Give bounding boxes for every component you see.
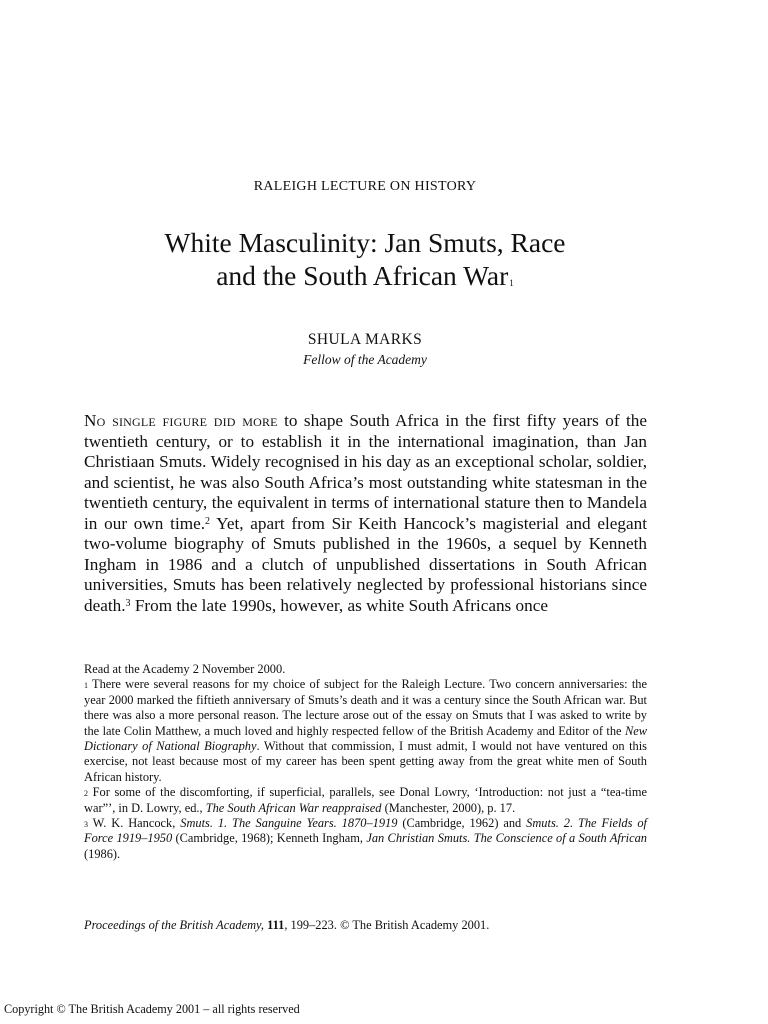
author-name: SHULA MARKS: [307, 331, 423, 348]
footnote-ref-3: 3: [125, 597, 131, 609]
footnote-1-mark: 1: [84, 681, 88, 691]
body-text-b: Yet, apart from Sir Keith Hancock’s magisterial and elegant two-volume biography of Smuts published in the 1960s, a sequel by Kenneth Ingham in 1986 and a clutch of unpublished dissertations in South African universities, Smuts has been relatively neglected by professional historians since death.: [84, 513, 647, 615]
footnote-1-text-b: . Without that commission, I must admit, I would not have ventured on this exercise, not least because most of my career has been spent getting away from the great white men of South African history.: [84, 739, 647, 784]
copyright-footer: Copyright © The British Academy 2001 – all rights reserved: [4, 1002, 300, 1016]
footnote-2: [84, 785, 647, 816]
footnote-ref-2: 2: [205, 515, 211, 527]
footnote-3-text-a: W. K. Hancock,: [88, 816, 181, 831]
footnote-3-italic-b: Smuts. 2. The Fields of Force 1919–1950: [84, 816, 647, 846]
footnote-2-text-b: (Manchester, 2000), p. 17.: [381, 800, 516, 815]
author-role: Fellow of the Academy: [303, 352, 427, 367]
journal-volume: 111: [267, 918, 285, 932]
title-footnote-mark: 1: [509, 278, 514, 288]
footnotes: [84, 662, 647, 862]
footnote-3-mark: 3: [84, 820, 88, 830]
footnote-3-italic-c: Jan Christian Smuts. The Conscience of a South African: [366, 831, 647, 846]
series-label: RALEIGH LECTURE ON HISTORY: [253, 179, 477, 194]
pages-copyright: , 199–223. © The British Academy 2001.: [284, 918, 490, 932]
read-at-note: Read at the Academy 2 November 2000.: [84, 662, 286, 676]
title-line-2: and the South African War: [216, 260, 509, 291]
footnote-3: [84, 816, 647, 862]
opening-smallcaps: No single figure did more: [84, 411, 278, 430]
footnote-3-text-b: (Cambridge, 1962) and: [397, 816, 527, 831]
footnote-2-text-a: For some of the discomforting, if superficial, parallels, see Donal Lowry, ‘Introduction: not just a “tea-time war”’, in D. Lowry, ed.,: [84, 785, 647, 815]
title-line-1: White Masculinity: Jan Smuts, Race: [164, 227, 566, 258]
article-title: [0, 226, 730, 292]
proceedings-citation: [84, 918, 647, 933]
footnote-1-italic: New Dictionary of National Biography: [84, 723, 647, 754]
journal-name: Proceedings of the British Academy,: [84, 918, 264, 932]
footnote-3-italic-a: Smuts. 1. The Sanguine Years. 1870–1919: [180, 816, 398, 831]
footnote-1-text-a: There were several reasons for my choice of subject for the Raleigh Lecture. Two concern anniversaries: the year 2000 marked the fiftieth anniversary of Smuts’s death and it was a century since the South African war. But there was also a more personal reason. The lecture arose out of the essay on Smuts that I was asked to write by the late Colin Matthew, a much loved and highly respected fellow of the British Academy and Editor of the: [84, 677, 647, 738]
body-paragraph: [84, 411, 647, 616]
footnote-2-italic: The South African War reappraised: [205, 800, 382, 815]
body-text-a: to shape South Africa in the first fifty years of the twentieth century, or to establish it in the international imagination, than Jan Christiaan Smuts. Widely recognised in his day as an exceptional scholar, soldier, and scientist, he was also South Africa’s most outstanding white statesman in the twentieth century, the equivalent in terms of international stature then to Mandela in our own time.: [84, 411, 647, 533]
body-text-c: From the late 1990s, however, as white South Africans once: [130, 595, 548, 615]
footnote-3-text-c: (Cambridge, 1968); Kenneth Ingham,: [172, 831, 367, 846]
footnote-3-text-d: (1986).: [84, 846, 121, 861]
footnote-1: [84, 677, 647, 785]
footnote-2-mark: 2: [84, 789, 88, 799]
